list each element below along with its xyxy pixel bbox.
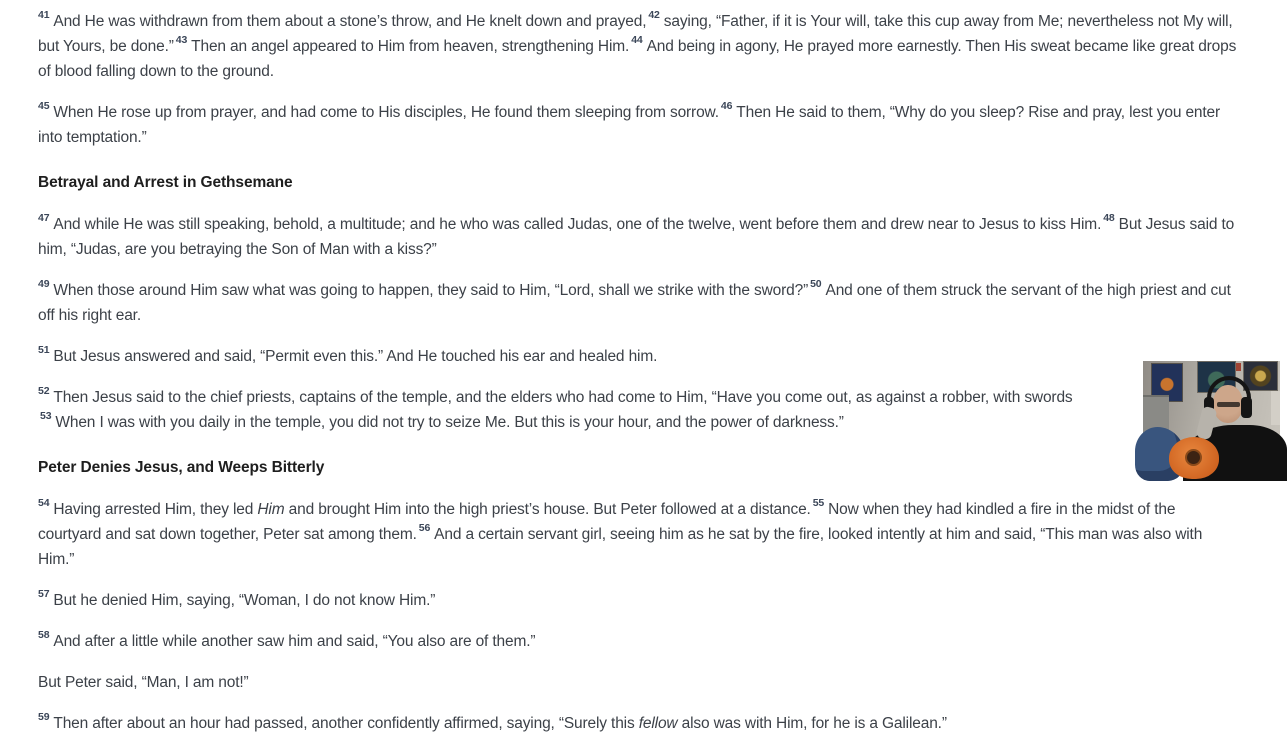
webcam-red-marker bbox=[1236, 363, 1241, 371]
verse-text: When those around Him saw what was going to happen, they said to Him, “Lord, shall we strike with the sword?” bbox=[53, 282, 809, 299]
verse-text: And being in agony, He prayed more earnestly. Then His sweat became like great drops of blood falling down to the ground. bbox=[38, 38, 1237, 80]
verse-paragraph bbox=[38, 344, 1242, 369]
verse-text: And after a little while another saw him and said, “You also are of them.” bbox=[53, 633, 536, 650]
verse-paragraph bbox=[38, 100, 1242, 150]
verse-paragraph bbox=[38, 670, 1242, 695]
verse-paragraph bbox=[38, 212, 1242, 262]
verse-text: When I was with you daily in the temple, you did not try to seize Me. But this is your hour, and the power of darkness.” bbox=[55, 414, 844, 431]
verse-text: Then an angel appeared to Him from heaven, strengthening Him. bbox=[191, 38, 630, 55]
verse-paragraph bbox=[38, 629, 1242, 654]
verse-text: also was with Him, for he is a Galilean.” bbox=[677, 715, 947, 732]
verse-text: Now when they had kindled a fire in the midst of the courtyard and sat down together, Peter sat among them. bbox=[38, 501, 1176, 543]
verse-number: 56 bbox=[418, 522, 431, 535]
verse-number: 51 bbox=[38, 344, 50, 357]
verse-number: 52 bbox=[38, 385, 50, 398]
verse-text: And a certain servant girl, seeing him as he sat by the fire, looked intently at him and said, “This man was also with Him.” bbox=[38, 526, 1203, 568]
webcam-overlay bbox=[1143, 361, 1280, 476]
verse-text: Having arrested Him, they led bbox=[53, 501, 258, 518]
webcam-headphone-right-cup bbox=[1241, 397, 1252, 418]
italic-word: Him bbox=[257, 501, 285, 518]
verse-number: 53 bbox=[40, 410, 52, 423]
verse-number: 50 bbox=[810, 278, 822, 291]
verse-number: 44 bbox=[631, 34, 643, 47]
verse-text: But Jesus said to him, “Judas, are you betraying the Son of Man with a kiss?” bbox=[38, 216, 1235, 258]
verse-number: 47 bbox=[38, 212, 50, 225]
verse-text: and brought Him into the high priest’s house. But Peter followed at a distance. bbox=[284, 501, 811, 518]
section-heading: Peter Denies Jesus, and Weeps Bitterly bbox=[38, 459, 325, 476]
verse-number: 59 bbox=[38, 711, 50, 724]
verse-number: 46 bbox=[720, 100, 733, 113]
verse-text: Then Jesus said to the chief priests, captains of the temple, and the elders who had come to Him, “Have you come out, as against a robber, with swords bbox=[53, 389, 1073, 406]
webcam-instrument-soundhole bbox=[1185, 449, 1202, 466]
verse-number: 43 bbox=[175, 34, 188, 47]
verse-number: 45 bbox=[38, 100, 50, 113]
verse-number: 55 bbox=[812, 497, 825, 510]
verse-text: saying, “Father, if it is Your will, take this cup away from Me; nevertheless not My will, but Yours, be done.” bbox=[38, 13, 1233, 55]
section-heading: Betrayal and Arrest in Gethsemane bbox=[38, 174, 293, 191]
verse-paragraph bbox=[38, 497, 1242, 572]
verse-number: 41 bbox=[38, 9, 50, 22]
verse-number: 48 bbox=[1103, 212, 1115, 225]
verse-paragraph bbox=[38, 711, 1242, 736]
verse-paragraph bbox=[38, 9, 1242, 84]
verse-text: And one of them struck the servant of the high priest and cut off his right ear. bbox=[38, 282, 1231, 324]
verse-paragraph bbox=[38, 278, 1242, 328]
webcam-person-glasses bbox=[1217, 402, 1240, 407]
verse-number: 58 bbox=[38, 629, 50, 642]
verse-text: But Peter said, “Man, I am not!” bbox=[38, 674, 249, 691]
verse-paragraph bbox=[38, 385, 1242, 435]
verse-text: When He rose up from prayer, and had come to His disciples, He found them sleeping from sorrow. bbox=[53, 104, 719, 121]
scripture-page bbox=[0, 9, 1280, 736]
verse-paragraph bbox=[38, 588, 1242, 613]
verse-number: 42 bbox=[648, 9, 660, 22]
verse-number: 57 bbox=[38, 588, 50, 601]
verse-number: 54 bbox=[38, 497, 50, 510]
verse-text: But he denied Him, saying, “Woman, I do not know Him.” bbox=[53, 592, 436, 609]
italic-word: fellow bbox=[638, 715, 678, 732]
webcam-window-light bbox=[1271, 391, 1280, 425]
verse-text: But Jesus answered and said, “Permit even this.” And He touched his ear and healed him. bbox=[53, 348, 658, 365]
verse-text: And while He was still speaking, behold, a multitude; and he who was called Judas, one of the twelve, went before them and drew near to Jesus to kiss Him. bbox=[53, 216, 1102, 233]
verse-text: And He was withdrawn from them about a stone’s throw, and He knelt down and prayed, bbox=[53, 13, 647, 30]
verse-number: 49 bbox=[38, 278, 50, 291]
verse-text: Then He said to them, “Why do you sleep? Rise and pray, lest you enter into temptation.” bbox=[38, 104, 1221, 146]
verse-text: Then after about an hour had passed, another confidently affirmed, saying, “Surely this bbox=[53, 715, 639, 732]
